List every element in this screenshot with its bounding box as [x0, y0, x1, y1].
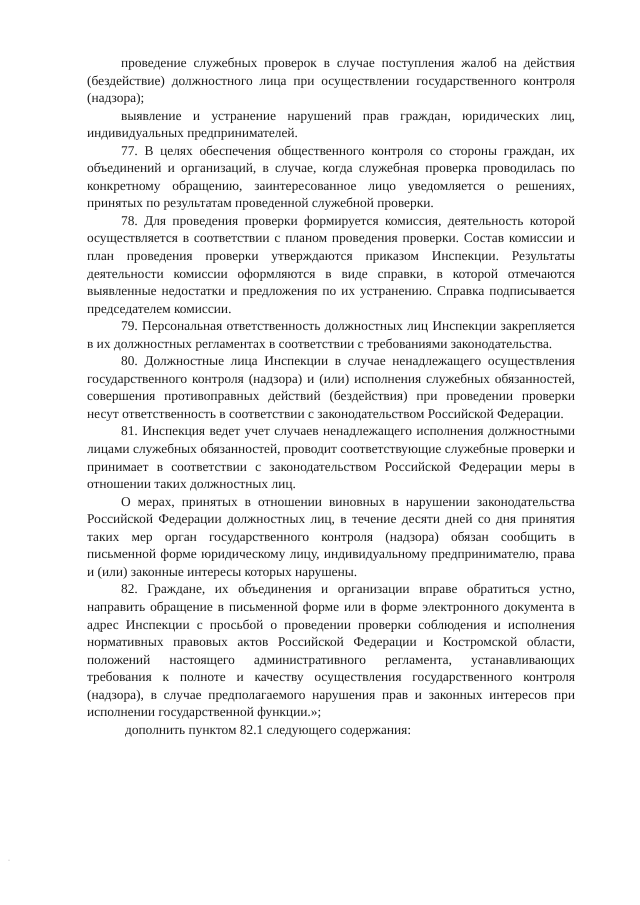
paragraph-add-82-1: дополнить пунктом 82.1 следующего содержания:	[125, 721, 412, 737]
paragraph-81: 81. Инспекция ведет учет случаев ненадлежащего исполнения должностными лицами служебных обязанностей, проводит соответствующие служебные проверки и принимает в соответствии с законодательством Российской Федерации меры в отношении таких должностных лиц.	[87, 423, 575, 492]
paragraph-82: 82. Граждане, их объединения и организации вправе обратиться устно, направить обращение в письменной форме или в форме электронного документа в адрес Инспекции с просьбой о проведении проверки соблюдения и исполнения нормативных правовых актов Российской Федерации и Костромской области, положений настоящего административного регламента, устанавливающих требования к полноте и качеству осуществления государственного контроля (надзора), в случае предполагаемого нарушения прав и законных интересов при исполнении государственной функции.»;	[87, 581, 575, 720]
paragraph-78: 78. Для проведения проверки формируется комиссия, деятельность которой осуществляется в соответствии с планом проведения проверки. Состав комиссии и план проведения проверки утверждаются приказом Инспекции. Результаты деятельности комиссии оформляются в виде справки, в которой отмечаются выявленные недостатки и предложения по их устранению. Справка подписывается председателем комиссии.	[87, 212, 575, 316]
paragraph-service-checks: проведение служебных проверок в случае поступления жалоб на действия (бездействие) должностного лица при осуществлении государственного контроля (надзора);	[87, 55, 575, 106]
document-body	[87, 54, 575, 738]
paragraph-measures: О мерах, принятых в отношении виновных в нарушении законодательства Российской Федерации должностных лиц, в течение десяти дней со дня принятия таких мер орган государственного контроля (надзора) обязан сообщить в письменной форме юридическому лицу, индивидуальному предпринимателю, права и (или) законные интересы которых нарушены.	[87, 493, 575, 579]
paragraph-80: 80. Должностные лица Инспекции в случае ненадлежащего осуществления государственного контроля (надзора) и (или) исполнения служебных обязанностей, совершения противоправных действий (бездействия) при проведении проверки несут ответственность в соответствии с законодательством Российской Федерации.	[87, 353, 575, 421]
scan-speck: ·	[8, 858, 10, 864]
paragraph-79: 79. Персональная ответственность должностных лиц Инспекции закрепляется в их должностных регламентах в соответствии с требованиями законодательства.	[87, 318, 575, 351]
paragraph-violations: выявление и устранение нарушений прав граждан, юридических лиц, индивидуальных предпринимателей.	[87, 107, 575, 141]
paragraph-77: 77. В целях обеспечения общественного контроля со стороны граждан, их объединений и организаций, в случае, когда служебная проверка проводилась по конкретному обращению, заинтересованное лицо уведомляется о решениях, принятых по результатам проведенной служебной проверки.	[87, 142, 575, 211]
